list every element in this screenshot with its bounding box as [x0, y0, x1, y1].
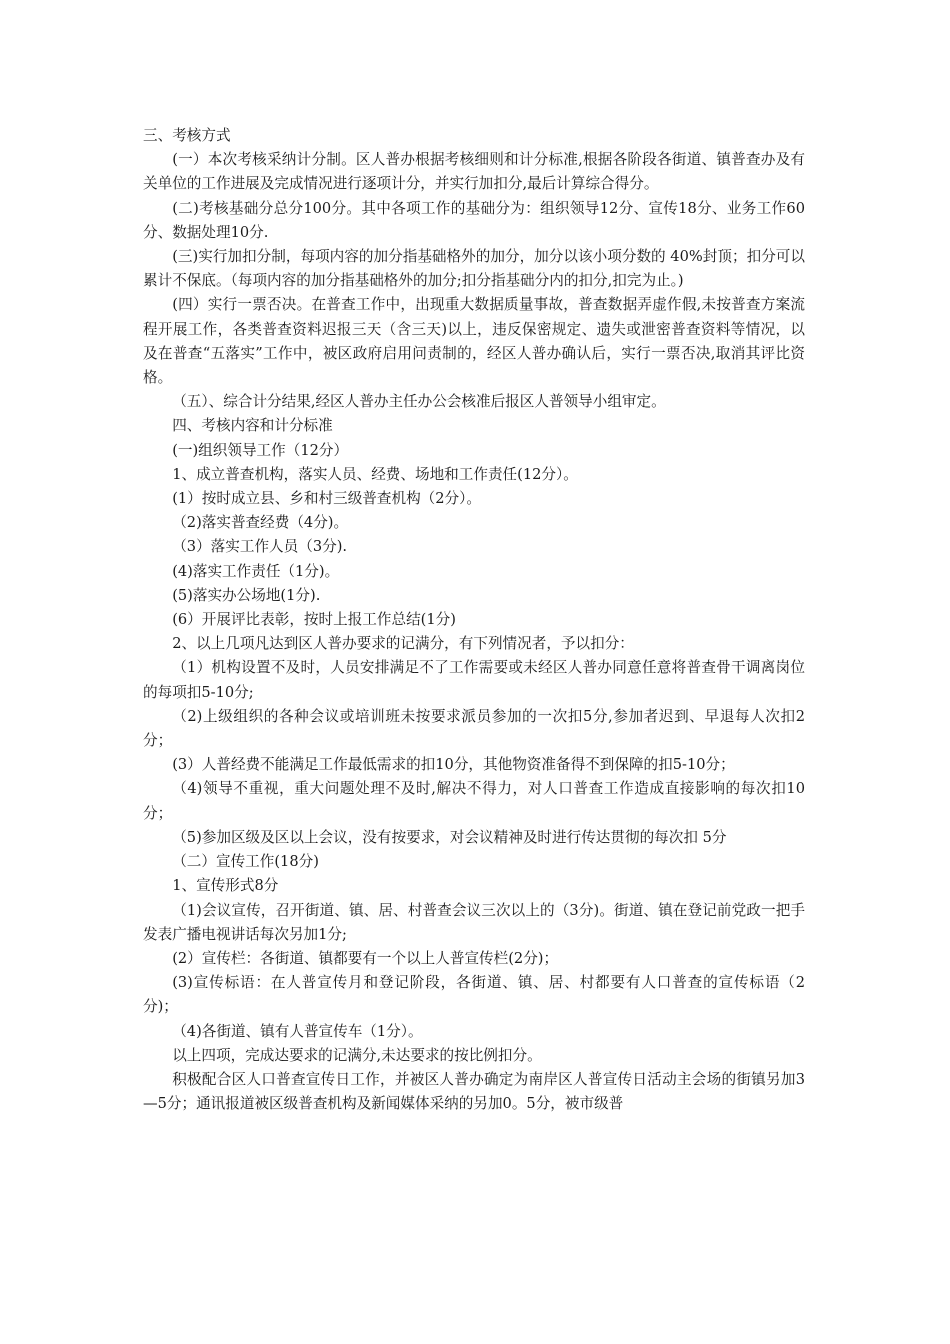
paragraph: 2、以上几项凡达到区人普办要求的记满分，有下列情况者，予以扣分： — [172, 635, 634, 653]
paragraph: 四、考核内容和计分标准 — [172, 417, 333, 435]
paragraph: (一）本次考核采纳计分制。区人普办根据考核细则和计分标准,根据各阶段各街道、镇普查办及有关单位的工作进展及完成情况进行逐项计分，并实行加扣分,最后计算综合得分。 — [143, 151, 805, 193]
paragraph: 积极配合区人口普查宣传日工作，并被区人普办确定为南岸区人普宣传日活动主会场的街镇另加3—5分；通讯报道被区级普查机构及新闻媒体采纳的另加0。5分，被市级普 — [143, 1070, 805, 1113]
paragraph: （4)领导不重视，重大问题处理不及时,解决不得力，对人口普查工作造成直接影响的每次扣10分； — [143, 780, 805, 822]
paragraph: 三、考核方式 — [143, 127, 231, 144]
paragraph: 以上四项，完成达要求的记满分,未达要求的按比例扣分。 — [172, 1046, 542, 1064]
paragraph: (三)实行加扣分制，每项内容的加分指基础格外的加分，加分以该小项分数的 40%封顶；扣分可以累计不保底。（每项内容的加分指基础格外的加分;扣分指基础分内的扣分,扣完为止。) — [143, 248, 805, 290]
paragraph: （五）、综合计分结果,经区人普办主任办公会核准后报区人普领导小组审定。 — [172, 393, 666, 411]
paragraph: (3)宣传标语：在人普宣传月和登记阶段，各街道、镇、居、村都要有人口普查的宣传标语（2分)； — [143, 974, 805, 1016]
paragraph: (2）宣传栏：各街道、镇都要有一个以上人普宣传栏(2分)； — [172, 949, 559, 967]
paragraph: (二)考核基础分总分100分。其中各项工作的基础分为：组织领导12分、宣传18分、业务工作60分、数据处理10分. — [143, 199, 805, 241]
paragraph: (6）开展评比表彰，按时上报工作总结(1分) — [172, 611, 456, 629]
paragraph: （5)参加区级及区以上会议，没有按要求，对会议精神及时进行传达贯彻的每次扣 5分 — [172, 828, 727, 846]
document-body — [143, 124, 805, 1116]
paragraph: （2)落实普查经费（4分)。 — [172, 514, 349, 532]
paragraph: (一)组织领导工作（12分） — [172, 441, 349, 459]
paragraph: (5)落实办公场地(1分). — [172, 586, 321, 604]
paragraph: 1、宣传形式8分 — [172, 877, 279, 895]
paragraph: (1）按时成立县、乡和村三级普查机构（2分）。 — [172, 490, 482, 508]
paragraph: （1）机构设置不及时，人员安排满足不了工作需要或未经区人普办同意任意将普查骨干调离岗位的每项扣5-10分; — [143, 659, 805, 701]
paragraph: (4)落实工作责任（1分)。 — [172, 562, 340, 580]
paragraph: （二）宣传工作(18分) — [172, 853, 319, 871]
paragraph: （2)上级组织的各种会议或培训班未按要求派员参加的一次扣5分,参加者迟到、早退每人次扣2分； — [143, 707, 805, 750]
paragraph: （4)各街道、镇有人普宣传车（1分）。 — [172, 1022, 423, 1040]
paragraph: 1、成立普查机构，落实人员、经费、场地和工作责任(12分）。 — [172, 465, 578, 483]
paragraph: (3）人普经费不能满足工作最低需求的扣10分，其他物资准备得不到保障的扣5-10分； — [172, 756, 735, 774]
paragraph: (四）实行一票否决。在普查工作中，出现重大数据质量事故，普查数据弄虚作假,未按普查方案流程开展工作，各类普查资料迟报三天（含三天)以上，违反保密规定、遗失或泄密普查资料等情况，以及在普查“五落实”工作中，被区政府启用问责制的，经区人普办确认后，实行一票否决,取消其评比资格。 — [143, 296, 805, 387]
paragraph: （1)会议宣传，召开街道、镇、居、村普查会议三次以上的（3分)。街道、镇在登记前党政一把手发表广播电视讲话每次另加1分; — [143, 901, 805, 943]
paragraph: （3）落实工作人员（3分). — [172, 538, 348, 556]
